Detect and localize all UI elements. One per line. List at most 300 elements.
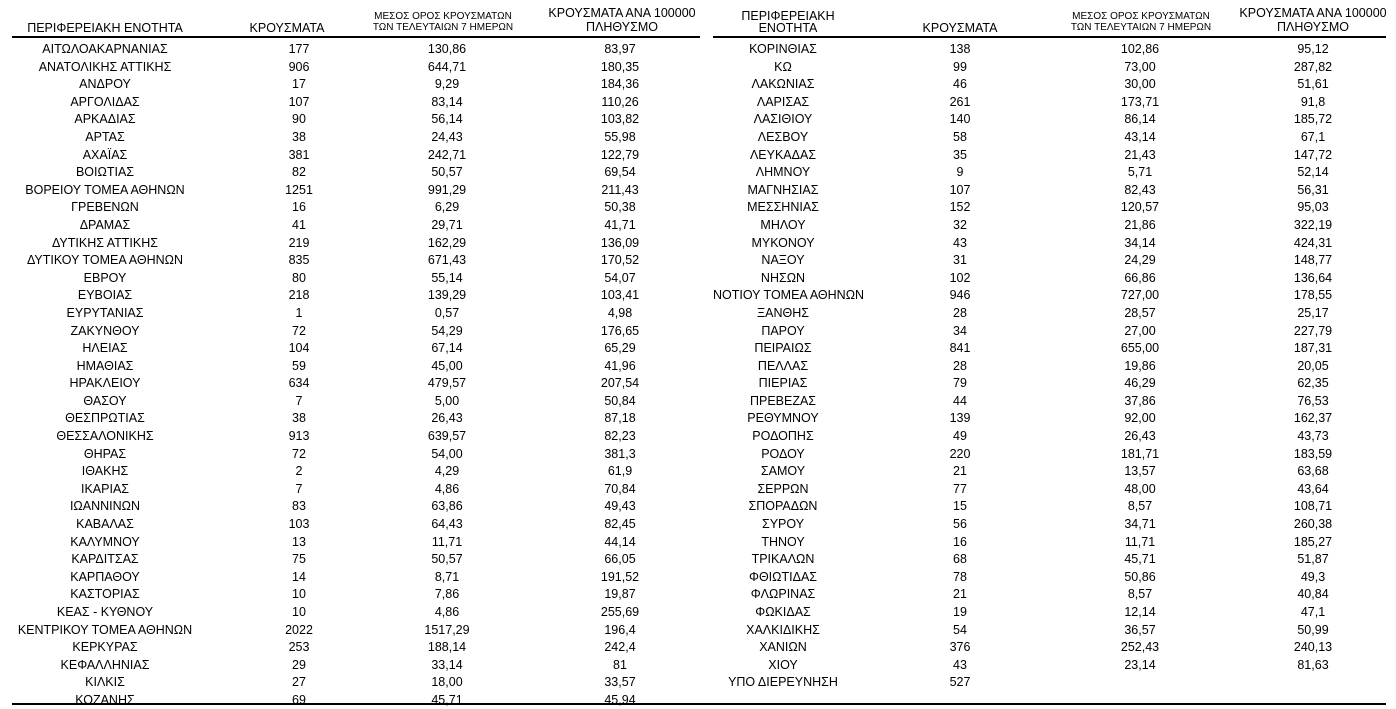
cell-cases: 10 — [292, 587, 306, 602]
cell-avg-7-days: 181,71 — [1120, 446, 1160, 461]
cell-region-name: ΜΕΣΣΗΝΙΑΣ — [747, 200, 819, 215]
cell-cases: 77 — [953, 481, 967, 496]
cell-cases: 946 — [949, 288, 971, 303]
cell-per-100k: 207,54 — [600, 376, 640, 391]
cell-region-name: ΚΕΝΤΡΙΚΟΥ ΤΟΜΕΑ ΑΘΗΝΩΝ — [17, 622, 193, 637]
cell-per-100k: 170,52 — [600, 253, 640, 268]
table-row — [12, 568, 700, 586]
cell-avg-7-days: 1517,29 — [424, 622, 470, 637]
header-cases: ΚΡΟΥΣΜΑΤΑ — [922, 21, 998, 35]
table-body — [713, 38, 1386, 691]
cell-per-100k: 103,82 — [600, 112, 640, 127]
cell-cases: 261 — [949, 94, 971, 109]
cell-avg-7-days: 102,86 — [1120, 42, 1160, 56]
cell-per-100k: 61,9 — [607, 464, 633, 479]
cell-cases: 75 — [292, 552, 306, 567]
cell-cases: 1 — [295, 305, 303, 320]
cell-per-100k: 162,37 — [1293, 411, 1333, 426]
cell-region-name: ΡΕΘΥΜΝΟΥ — [747, 411, 819, 426]
cell-per-100k: 196,4 — [604, 622, 636, 637]
cell-region-name: ΖΑΚΥΝΘΟΥ — [70, 323, 140, 338]
cell-avg-7-days: 4,86 — [434, 605, 460, 619]
cell-cases: 2022 — [285, 622, 313, 637]
cell-avg-7-days: 64,43 — [431, 517, 463, 532]
cell-avg-7-days: 6,29 — [434, 200, 460, 215]
cell-region-name: ΓΡΕΒΕΝΩΝ — [71, 200, 139, 215]
cell-region-name: ΠΕΛΛΑΣ — [757, 358, 809, 373]
header-region: ΠΕΡΙΦΕΡΕΙΑΚΗ ΕΝΟΤΗΤΑ — [27, 21, 183, 35]
table-row — [12, 480, 700, 498]
cell-region-name: ΞΑΝΘΗΣ — [757, 305, 809, 320]
header-per-100k — [1223, 6, 1396, 34]
table-row — [12, 198, 700, 216]
cell-per-100k: 62,35 — [1297, 376, 1329, 391]
cell-avg-7-days: 50,57 — [431, 552, 463, 567]
cell-per-100k: 211,43 — [601, 182, 639, 197]
cell-avg-7-days: 24,29 — [1124, 253, 1156, 268]
cell-cases: 54 — [953, 622, 967, 637]
cell-cases: 82 — [292, 165, 306, 180]
cell-region-name: ΝΑΞΟΥ — [761, 253, 805, 268]
cell-per-100k: 185,72 — [1293, 112, 1333, 127]
cell-avg-7-days: 37,86 — [1124, 393, 1156, 408]
table-row — [12, 286, 700, 304]
cell-per-100k: 87,18 — [604, 411, 636, 426]
cell-cases: 107 — [949, 182, 971, 197]
cell-avg-7-days: 479,57 — [427, 376, 467, 391]
cell-avg-7-days: 36,57 — [1124, 622, 1156, 637]
cell-per-100k: 176,65 — [600, 323, 640, 338]
table-row — [12, 585, 700, 603]
cell-region-name: ΙΩΑΝΝΙΝΩΝ — [69, 499, 141, 514]
cell-avg-7-days: 671,43 — [427, 253, 467, 268]
cell-cases: 79 — [953, 376, 967, 391]
table-row — [12, 374, 700, 392]
cell-avg-7-days: 13,57 — [1124, 464, 1156, 479]
cell-avg-7-days: 23,14 — [1124, 657, 1156, 672]
right-table — [713, 0, 1386, 691]
cell-avg-7-days: 11,71 — [431, 534, 463, 549]
cell-cases: 381 — [288, 147, 310, 162]
cell-region-name: ΘΗΡΑΣ — [83, 446, 127, 461]
cell-avg-7-days: 50,86 — [1124, 569, 1156, 584]
table-row — [713, 269, 1386, 287]
table-row — [12, 146, 700, 164]
cell-avg-7-days: 27,00 — [1124, 323, 1156, 338]
cell-cases: 15 — [953, 499, 967, 514]
cell-avg-7-days: 5,71 — [1127, 165, 1153, 180]
cell-avg-7-days: 67,14 — [431, 341, 463, 356]
table-row — [713, 322, 1386, 340]
table-row — [713, 93, 1386, 111]
table-header — [12, 0, 700, 38]
header-per-line1: ΚΡΟΥΣΜΑΤΑ ΑΝΑ 100000 — [1239, 6, 1387, 20]
cell-avg-7-days: 24,43 — [431, 129, 463, 144]
cell-per-100k: 20,05 — [1297, 358, 1329, 373]
cell-region-name: ΣΑΜΟΥ — [760, 464, 806, 479]
cell-per-100k: 110,26 — [601, 94, 639, 109]
left-table — [12, 0, 700, 709]
cell-cases: 177 — [288, 42, 310, 56]
cell-per-100k: 52,14 — [1297, 165, 1329, 180]
cell-region-name: ΔΡΑΜΑΣ — [79, 217, 131, 232]
cell-avg-7-days: 26,43 — [431, 411, 463, 426]
cell-per-100k: 81 — [613, 657, 627, 672]
cell-per-100k: 50,99 — [1297, 622, 1329, 637]
table-row — [12, 638, 700, 656]
header-avg-line2: ΤΩΝ ΤΕΛΕΥΤΑΙΩΝ 7 ΗΜΕΡΩΝ — [372, 22, 514, 33]
header-per-line2: ΠΛΗΘΥΣΜΟ — [1277, 20, 1349, 34]
cell-per-100k: 33,57 — [604, 675, 636, 690]
table-row — [713, 40, 1386, 58]
cell-region-name: ΚΑΛΥΜΝΟΥ — [70, 534, 140, 549]
cell-per-100k: 50,84 — [604, 393, 636, 408]
cell-cases: 99 — [953, 59, 967, 74]
cell-cases: 527 — [949, 675, 971, 690]
cell-per-100k: 63,68 — [1297, 464, 1329, 479]
cell-per-100k: 65,29 — [604, 341, 636, 356]
cell-per-100k: 381,3 — [604, 446, 636, 461]
table-row — [713, 75, 1386, 93]
cell-per-100k: 260,38 — [1293, 517, 1333, 532]
cell-per-100k: 55,98 — [604, 129, 636, 144]
table-row — [713, 374, 1386, 392]
cell-cases: 2 — [295, 464, 303, 479]
table-row — [713, 251, 1386, 269]
cell-per-100k: 95,12 — [1297, 42, 1329, 56]
cell-avg-7-days: 33,14 — [431, 657, 463, 672]
cell-region-name: ΒΟΙΩΤΙΑΣ — [75, 165, 135, 180]
table-row — [713, 392, 1386, 410]
table-row — [12, 673, 700, 691]
table-row — [12, 357, 700, 375]
cell-avg-7-days: 655,00 — [1120, 341, 1160, 356]
cell-per-100k: 69,54 — [604, 165, 636, 180]
cell-cases: 80 — [292, 270, 306, 285]
cell-region-name: ΠΕΙΡΑΙΩΣ — [754, 341, 812, 356]
cell-avg-7-days: 188,14 — [427, 640, 467, 655]
table-row — [713, 304, 1386, 322]
cell-region-name: ΚΟΖΑΝΗΣ — [75, 692, 135, 707]
cell-region-name: ΒΟΡΕΙΟΥ ΤΟΜΕΑ ΑΘΗΝΩΝ — [25, 182, 185, 197]
cell-per-100k: 4,98 — [607, 305, 633, 320]
cell-region-name: ΚΑΡΔΙΤΣΑΣ — [71, 552, 139, 567]
table-row — [713, 198, 1386, 216]
cell-per-100k: 43,73 — [1297, 429, 1329, 444]
cell-cases: 1251 — [285, 182, 313, 197]
cell-cases: 140 — [949, 112, 971, 127]
cell-avg-7-days: 242,71 — [427, 147, 467, 162]
cell-region-name: ΑΝΑΤΟΛΙΚΗΣ ΑΤΤΙΚΗΣ — [38, 59, 172, 74]
cell-avg-7-days: 66,86 — [1124, 270, 1156, 285]
cell-region-name: ΔΥΤΙΚΗΣ ΑΤΤΙΚΗΣ — [52, 235, 158, 250]
table-row — [713, 339, 1386, 357]
cell-per-100k: 147,72 — [1293, 147, 1333, 162]
table-row — [12, 621, 700, 639]
cell-region-name: ΛΑΡΙΣΑΣ — [756, 94, 810, 109]
cell-cases: 103 — [288, 517, 310, 532]
cell-per-100k: 136,64 — [1293, 270, 1333, 285]
cell-per-100k: 191,52 — [600, 569, 640, 584]
table-row — [12, 550, 700, 568]
cell-per-100k: 44,14 — [604, 534, 636, 549]
cell-cases: 83 — [292, 499, 306, 514]
cell-per-100k: 41,71 — [604, 217, 636, 232]
cell-avg-7-days: 73,00 — [1124, 59, 1156, 74]
cell-region-name: ΧΑΛΚΙΔΙΚΗΣ — [746, 622, 820, 637]
header-per-line1: ΚΡΟΥΣΜΑΤΑ ΑΝΑ 100000 — [548, 6, 696, 20]
cell-avg-7-days: 644,71 — [427, 59, 467, 74]
cell-per-100k: 95,03 — [1297, 200, 1329, 215]
cell-cases: 56 — [953, 517, 967, 532]
cell-per-100k: 148,77 — [1293, 253, 1333, 268]
cell-cases: 31 — [953, 253, 967, 268]
cell-cases: 35 — [953, 147, 967, 162]
cell-cases: 21 — [953, 464, 967, 479]
cell-per-100k: 187,31 — [1293, 341, 1333, 356]
cell-region-name: ΛΕΥΚΑΔΑΣ — [749, 147, 817, 162]
header-avg-7-days — [352, 11, 534, 33]
table-row — [713, 585, 1386, 603]
cell-avg-7-days: 21,43 — [1124, 147, 1156, 162]
cell-per-100k: 227,79 — [1293, 323, 1333, 338]
table-row — [713, 497, 1386, 515]
cell-cases: 13 — [292, 534, 306, 549]
table-row — [713, 110, 1386, 128]
header-avg-line1: ΜΕΣΟΣ ΟΡΟΣ ΚΡΟΥΣΜΑΤΩΝ — [374, 11, 512, 22]
cell-cases: 69 — [292, 692, 306, 707]
cell-region-name: ΡΟΔΟΥ — [761, 446, 805, 461]
cell-cases: 107 — [288, 94, 310, 109]
cell-avg-7-days: 82,43 — [1124, 182, 1156, 197]
table-row — [713, 146, 1386, 164]
table-row — [12, 603, 700, 621]
table-row — [12, 462, 700, 480]
cell-region-name: ΚΙΛΚΙΣ — [85, 675, 125, 690]
cell-per-100k: 47,1 — [1300, 605, 1326, 619]
cell-avg-7-days: 130,86 — [427, 42, 467, 56]
cell-cases: 913 — [288, 429, 310, 444]
table-row — [12, 392, 700, 410]
cell-region-name: ΙΘΑΚΗΣ — [81, 464, 129, 479]
table-header — [713, 0, 1386, 38]
table-row — [713, 480, 1386, 498]
cell-per-100k: 183,59 — [1293, 446, 1333, 461]
cell-cases: 29 — [292, 657, 306, 672]
cell-per-100k: 51,87 — [1297, 552, 1329, 567]
cell-region-name: ΑΡΚΑΔΙΑΣ — [74, 112, 136, 127]
cell-region-name: ΑΡΓΟΛΙΔΑΣ — [70, 94, 140, 109]
cell-region-name: ΦΛΩΡΙΝΑΣ — [750, 587, 816, 602]
table-row — [12, 181, 700, 199]
cell-avg-7-days: 991,29 — [427, 182, 467, 197]
cell-avg-7-days: 56,14 — [431, 112, 463, 127]
cell-cases: 32 — [953, 217, 967, 232]
cell-per-100k: 82,23 — [604, 429, 636, 444]
cell-per-100k: 287,82 — [1293, 59, 1333, 74]
cell-cases: 58 — [953, 129, 967, 144]
cell-cases: 220 — [949, 446, 971, 461]
cell-region-name: ΘΕΣΠΡΩΤΙΑΣ — [65, 411, 145, 426]
cell-cases: 139 — [949, 411, 971, 426]
cell-per-100k: 41,96 — [604, 358, 636, 373]
cell-region-name: ΙΚΑΡΙΑΣ — [80, 481, 130, 496]
cell-per-100k: 70,84 — [604, 481, 636, 496]
cell-region-name: ΚΕΦΑΛΛΗΝΙΑΣ — [60, 657, 150, 672]
cell-cases: 138 — [949, 42, 971, 56]
cell-region-name: ΝΟΤΙΟΥ ΤΟΜΕΑ ΑΘΗΝΩΝ — [713, 288, 865, 303]
table-row — [12, 163, 700, 181]
cell-cases: 72 — [292, 323, 306, 338]
cell-per-100k: 178,55 — [1293, 288, 1333, 303]
table-row — [12, 93, 700, 111]
table-row — [12, 40, 700, 58]
table-row — [12, 691, 700, 709]
cell-avg-7-days: 8,57 — [1127, 587, 1153, 602]
cell-per-100k: 103,41 — [600, 288, 640, 303]
header-cases: ΚΡΟΥΣΜΑΤΑ — [249, 21, 325, 35]
cell-cases: 16 — [953, 534, 967, 549]
cell-region-name: ΕΥΒΟΙΑΣ — [77, 288, 133, 303]
table-row — [713, 673, 1386, 691]
cell-per-100k: 50,38 — [604, 200, 636, 215]
table-row — [12, 58, 700, 76]
header-per-100k — [532, 6, 712, 34]
cell-avg-7-days: 5,00 — [434, 393, 460, 408]
cell-region-name: ΛΑΚΩΝΙΑΣ — [751, 77, 815, 92]
cell-cases: 253 — [288, 640, 310, 655]
cell-region-name: ΔΥΤΙΚΟΥ ΤΟΜΕΑ ΑΘΗΝΩΝ — [26, 253, 184, 268]
cell-per-100k: 40,84 — [1297, 587, 1329, 602]
cell-avg-7-days: 92,00 — [1124, 411, 1156, 426]
table-row — [713, 533, 1386, 551]
cell-per-100k: 19,87 — [604, 587, 636, 602]
cell-per-100k: 108,71 — [1293, 499, 1333, 514]
table-row — [713, 515, 1386, 533]
cell-region-name: ΣΕΡΡΩΝ — [757, 481, 809, 496]
cell-region-name: ΚΟΡΙΝΘΙΑΣ — [749, 42, 817, 56]
cell-avg-7-days: 50,57 — [431, 165, 463, 180]
cell-cases: 44 — [953, 393, 967, 408]
cell-cases: 17 — [292, 77, 306, 92]
cell-region-name: ΗΛΕΙΑΣ — [82, 341, 128, 356]
cell-cases: 59 — [292, 358, 306, 373]
cell-cases: 90 — [292, 112, 306, 127]
cell-avg-7-days: 139,29 — [427, 288, 467, 303]
cell-avg-7-days: 86,14 — [1124, 112, 1156, 127]
cell-region-name: ΘΑΣΟΥ — [83, 393, 127, 408]
cell-per-100k: 49,3 — [1300, 569, 1326, 584]
cell-cases: 376 — [949, 640, 971, 655]
header-region: ΠΕΡΙΦΕΡΕΙΑΚΗ ΕΝΟΤΗΤΑ — [741, 9, 835, 35]
cell-avg-7-days: 9,29 — [434, 77, 460, 92]
cell-per-100k: 54,07 — [604, 270, 636, 285]
table-row — [12, 322, 700, 340]
cell-cases: 19 — [953, 605, 967, 619]
cell-cases: 16 — [292, 200, 306, 215]
cell-region-name: ΑΡΤΑΣ — [85, 129, 125, 144]
cell-avg-7-days: 0,57 — [434, 305, 460, 320]
cell-region-name: ΚΑΡΠΑΘΟΥ — [70, 569, 140, 584]
cell-cases: 7 — [295, 481, 303, 496]
cell-per-100k: 45,94 — [604, 692, 636, 707]
header-avg-line1: ΜΕΣΟΣ ΟΡΟΣ ΚΡΟΥΣΜΑΤΩΝ — [1072, 11, 1210, 22]
table-row — [12, 515, 700, 533]
table-row — [713, 656, 1386, 674]
cell-cases: 14 — [292, 569, 306, 584]
cell-region-name: ΠΡΕΒΕΖΑΣ — [749, 393, 817, 408]
cell-cases: 68 — [953, 552, 967, 567]
cell-avg-7-days: 29,71 — [431, 217, 463, 232]
cell-region-name: ΣΠΟΡΑΔΩΝ — [748, 499, 818, 514]
cell-per-100k: 43,64 — [1297, 481, 1329, 496]
cell-avg-7-days: 12,14 — [1124, 605, 1156, 619]
cell-per-100k: 240,13 — [1293, 640, 1333, 655]
cell-region-name: ΗΡΑΚΛΕΙΟΥ — [69, 376, 141, 391]
cell-cases: 41 — [292, 217, 306, 232]
cell-cases: 219 — [288, 235, 310, 250]
table-row — [12, 427, 700, 445]
cell-avg-7-days: 19,86 — [1124, 358, 1156, 373]
table-row — [713, 462, 1386, 480]
table-row — [713, 409, 1386, 427]
cell-cases: 102 — [949, 270, 971, 285]
cell-region-name: ΚΑΒΑΛΑΣ — [76, 517, 134, 532]
cell-cases: 21 — [953, 587, 967, 602]
cell-region-name: ΤΡΙΚΑΛΩΝ — [751, 552, 815, 567]
cell-cases: 634 — [288, 376, 310, 391]
cell-region-name: ΧΙΟΥ — [768, 657, 798, 672]
cell-avg-7-days: 162,29 — [427, 235, 467, 250]
cell-region-name: ΦΩΚΙΔΑΣ — [755, 605, 811, 619]
cell-avg-7-days: 4,86 — [434, 481, 460, 496]
table-body — [12, 38, 700, 709]
cell-cases: 34 — [953, 323, 967, 338]
header-avg-7-days — [1050, 11, 1232, 33]
cell-cases: 841 — [949, 341, 971, 356]
table-row — [713, 216, 1386, 234]
cell-cases: 43 — [953, 235, 967, 250]
cell-per-100k: 91,8 — [1300, 94, 1326, 109]
table-row — [713, 550, 1386, 568]
cell-avg-7-days: 8,57 — [1127, 499, 1153, 514]
header-per-line2: ΠΛΗΘΥΣΜΟ — [586, 20, 658, 34]
cell-per-100k: 255,69 — [600, 605, 640, 619]
cell-cases: 835 — [288, 253, 310, 268]
cell-region-name: ΑΙΤΩΛΟΑΚΑΡΝΑΝΙΑΣ — [42, 42, 168, 56]
table-row — [12, 75, 700, 93]
cell-avg-7-days: 727,00 — [1120, 288, 1160, 303]
cell-region-name: ΜΗΛΟΥ — [760, 217, 806, 232]
cell-region-name: ΛΑΣΙΘΙΟΥ — [753, 112, 813, 127]
cell-cases: 28 — [953, 305, 967, 320]
cell-per-100k: 81,63 — [1297, 657, 1329, 672]
cell-cases: 9 — [956, 165, 964, 180]
cell-cases: 7 — [295, 393, 303, 408]
cell-region-name: ΚΕΡΚΥΡΑΣ — [72, 640, 138, 655]
table-row — [713, 234, 1386, 252]
cell-avg-7-days: 11,71 — [1124, 534, 1156, 549]
cell-avg-7-days: 18,00 — [431, 675, 463, 690]
cell-per-100k: 180,35 — [600, 59, 640, 74]
table-row — [713, 445, 1386, 463]
cell-cases: 49 — [953, 429, 967, 444]
table-row — [12, 445, 700, 463]
table-row — [713, 621, 1386, 639]
cell-region-name: ΑΧΑΪΑΣ — [82, 147, 128, 162]
cell-avg-7-days: 43,14 — [1124, 129, 1156, 144]
header-avg-line2: ΤΩΝ ΤΕΛΕΥΤΑΙΩΝ 7 ΗΜΕΡΩΝ — [1070, 22, 1212, 33]
